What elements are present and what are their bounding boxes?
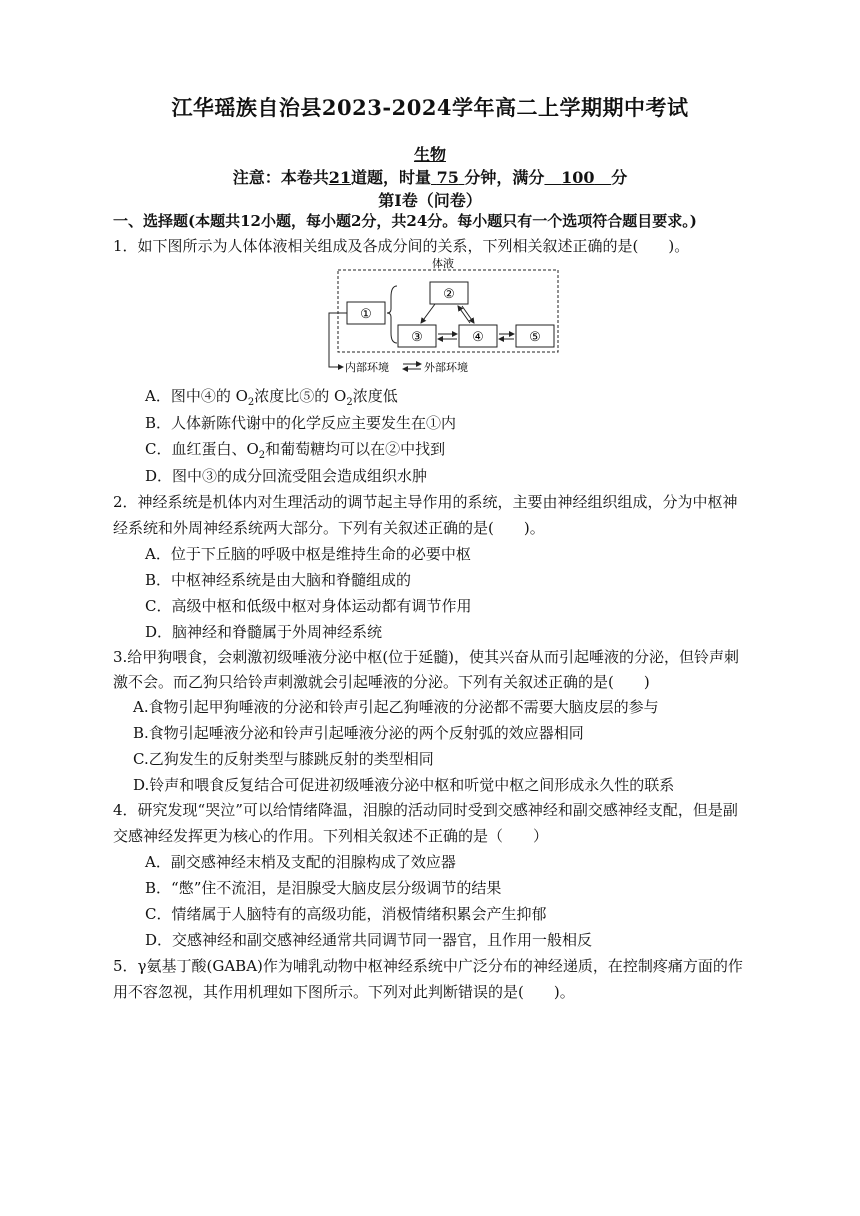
q4-stem-line1: 4．研究发现“哭泣”可以给情绪降温，泪腺的活动同时受到交感神经和副交感神经支配，但是副 <box>113 801 738 819</box>
node-4-label: ④ <box>472 330 484 345</box>
q4-option-d: D．交感神经和副交感神经通常共同调节同一器官，且作用一般相反 <box>145 931 593 949</box>
q4-stem-line2: 交感神经发挥更为核心的作用。下列相关叙述不正确的是（ ） <box>113 827 549 845</box>
internal-env-label: 内部环境 <box>345 361 389 374</box>
section-heading: 一、选择题(本题共12小题，每小题2分，共24分。每小题只有一个选项符合题目要求。) <box>113 212 697 230</box>
q5-stem-line1: 5．γ氨基丁酸(GABA)作为哺乳动物中枢神经系统中广泛分布的神经递质，在控制疼痛方面的作 <box>113 957 743 975</box>
notice-prefix: 注意：本卷共 <box>232 168 329 187</box>
q4-option-c: C．情绪属于人脑特有的高级功能，消极情绪积累会产生抑郁 <box>145 905 547 923</box>
notice-mid1: 道题，时量 <box>350 168 431 187</box>
q3-option-a: A.食物引起甲狗唾液的分泌和铃声引起乙狗唾液的分泌都不需要大脑皮层的参与 <box>133 698 659 716</box>
question-count: 21 <box>328 168 351 187</box>
q2-option-a: A．位于下丘脑的呼吸中枢是维持生命的必要中枢 <box>145 545 471 563</box>
q2-stem-line1: 2．神经系统是机体内对生理活动的调节起主导作用的系统，主要由神经组织组成，分为中枢神 <box>113 493 738 511</box>
full-score: 100 <box>561 168 595 187</box>
q2-option-d: D．脑神经和脊髓属于外周神经系统 <box>145 623 383 641</box>
part-title: 第Ⅰ卷（问卷） <box>378 191 482 210</box>
notice-suffix: 分 <box>611 168 628 187</box>
q2-option-c: C．高级中枢和低级中枢对身体运动都有调节作用 <box>145 597 472 615</box>
q3-option-d: D.铃声和喂食反复结合可促进初级唾液分泌中枢和听觉中枢之间形成永久性的联系 <box>133 776 675 794</box>
q3-option-c: C.乙狗发生的反射类型与膝跳反射的类型相同 <box>133 750 434 768</box>
node-5-label: ⑤ <box>529 330 541 345</box>
node-2-label: ② <box>443 287 455 302</box>
body-fluid-diagram <box>325 257 560 377</box>
external-env-label: 外部环境 <box>424 361 468 374</box>
diagram-top-label: 体液 <box>432 257 454 270</box>
q1-stem: 1．如下图所示为人体体液相关组成及各成分间的关系，下列相关叙述正确的是( )。 <box>113 237 690 255</box>
brace <box>387 286 397 343</box>
notice-mid2: 分钟，满分 <box>464 168 545 187</box>
q4-option-b: B．“憋”住不流泪，是泪腺受大脑皮层分级调节的结果 <box>145 879 502 897</box>
subject-line <box>0 142 860 165</box>
q1-option-b: B．人体新陈代谢中的化学反应主要发生在①内 <box>145 414 457 432</box>
subject-name: 生物 <box>413 145 446 164</box>
exam-title: 江华瑶族自治县2023-2024学年高二上学期期中考试 <box>171 95 689 120</box>
q1-option-d: D．图中③的成分回流受阻会造成组织水肿 <box>145 467 428 485</box>
q1-option-c: C．血红蛋白、$O_2$和葡萄糖均可以在②中找到 <box>145 440 446 461</box>
q5-stem-line2: 用不容忽视，其作用机理如下图所示。下列对此判断错误的是( )。 <box>113 983 575 1001</box>
q1-option-a: A．图中④的 $O_2$浓度比⑤的 $O_2$浓度低 <box>145 387 398 408</box>
q2-stem-line2: 经系统和外周神经系统两大部分。下列有关叙述正确的是( )。 <box>113 519 545 537</box>
q3-option-b: B.食物引起唾液分泌和铃声引起唾液分泌的两个反射弧的效应器相同 <box>133 724 584 742</box>
q3-stem-line1: 3.给甲狗喂食，会刺激初级唾液分泌中枢(位于延髓)，使其兴奋从而引起唾液的分泌，但铃声刺 <box>113 648 740 666</box>
time-minutes: 75 <box>436 168 459 187</box>
q2-option-b: B．中枢神经系统是由大脑和脊髓组成的 <box>145 571 412 589</box>
q4-option-a: A．副交感神经末梢及支配的泪腺构成了效应器 <box>145 853 456 871</box>
node-3-label: ③ <box>411 330 423 345</box>
q3-stem-line2: 激不会。而乙狗只给铃声刺激就会引起唾液的分泌。下列有关叙述正确的是( ) <box>113 673 650 691</box>
node-1-label: ① <box>360 307 372 322</box>
exam-notice <box>0 165 860 188</box>
arrow-2-to-3 <box>421 304 435 323</box>
